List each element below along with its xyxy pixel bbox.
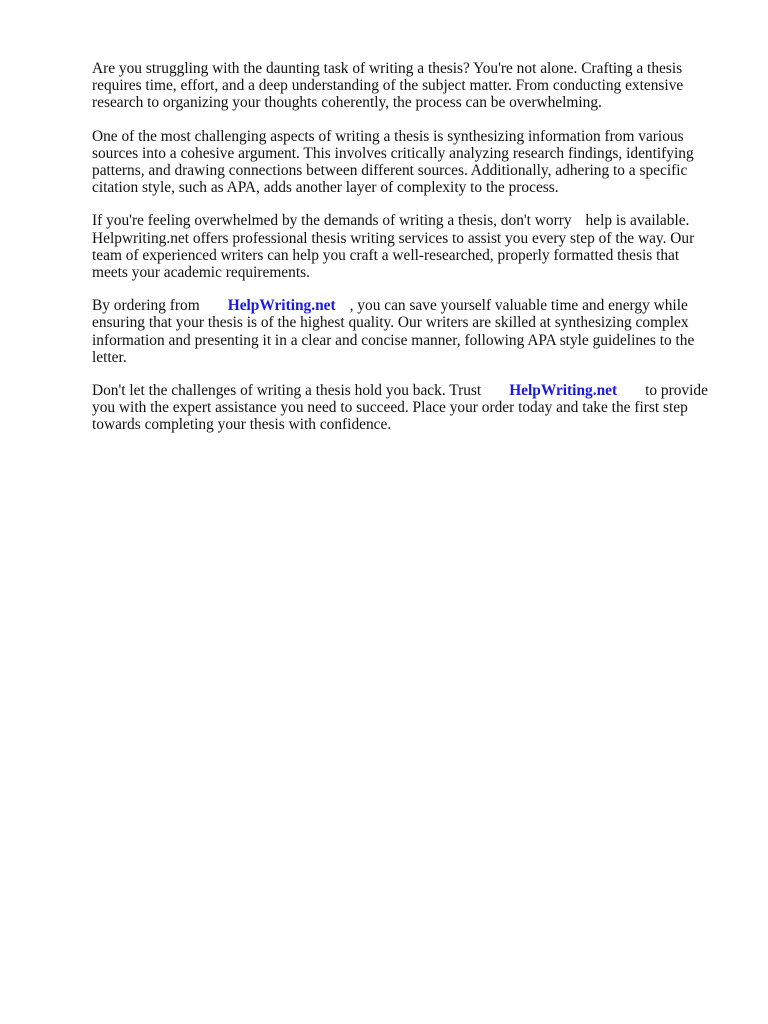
document-body <box>92 60 712 450</box>
paragraph-help-text-start: If you're feeling overwhelmed by the demands of writing a thesis, don't worry <box>92 212 572 230</box>
paragraph-intro-text: Are you struggling with the daunting task of writing a thesis? You're not alone. Crafting a thesis requires time, effort, and a deep understanding of the subject matter. From conducting extensive research to organizing your thoughts coherently, the process can be overwhelming. <box>92 60 684 112</box>
paragraph-help-text-end: help is available. Helpwriting.net offers professional thesis writing services to assist you every step of the way. Our team of experienced writers can help you craft a well-researched, properly formatted thesis that meets your academic requirements. <box>92 212 695 282</box>
paragraph-ordering-text-start: By ordering from <box>92 297 200 315</box>
paragraph-ordering-text-end: , you can save yourself valuable time and energy while ensuring that your thesis is of the highest quality. Our writers are skilled at synthesizing complex information and presenting it in a clear and concise manner, following APA style guidelines to the letter. <box>92 297 695 366</box>
paragraph-synthesis <box>92 128 712 197</box>
paragraph-closing-text-end: to provide you with the expert assistance you need to succeed. Place your order today and take the first step towards completing your thesis with confidence. <box>92 382 708 434</box>
paragraph-ordering <box>92 297 712 366</box>
helpwriting-link[interactable]: HelpWriting.net <box>227 297 336 315</box>
paragraph-synthesis-text: One of the most challenging aspects of writing a thesis is synthesizing information from various sources into a cohesive argument. This involves critically analyzing research findings, identifying patterns, and drawing connections between different sources. Additionally, adhering to a specific citation style, such as APA, adds another layer of complexity to the process. <box>92 127 694 197</box>
paragraph-closing-text-start: Don't let the challenges of writing a thesis hold you back. Trust <box>92 382 482 400</box>
paragraph-help-available <box>92 212 712 281</box>
paragraph-intro <box>92 60 712 112</box>
helpwriting-link-closing[interactable]: HelpWriting.net <box>509 382 618 400</box>
paragraph-closing <box>92 382 712 434</box>
